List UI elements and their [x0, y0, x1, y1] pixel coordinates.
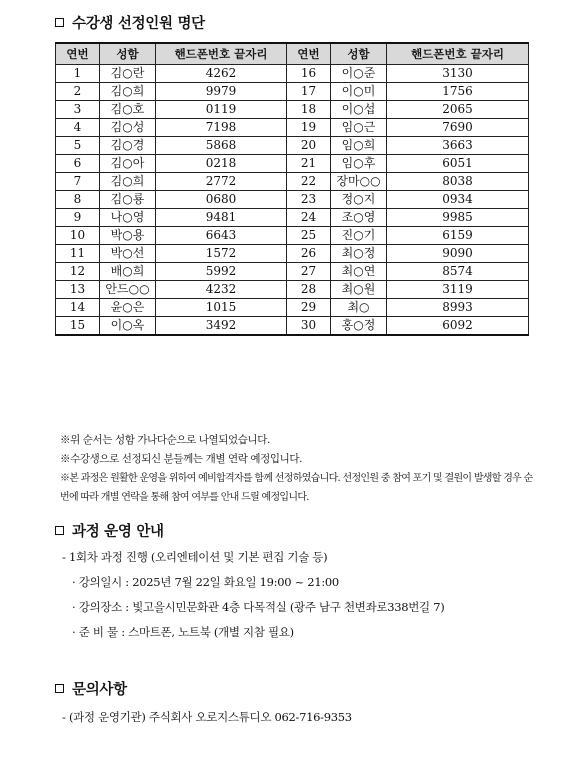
- table-row: [56, 137, 529, 155]
- cell-no: 12: [56, 263, 100, 281]
- cell-name: 조○영: [331, 209, 387, 227]
- cell-phone: 4262: [156, 65, 287, 83]
- cell-phone: 9985: [387, 209, 529, 227]
- cell-no: 1: [56, 65, 100, 83]
- cell-phone: 0680: [156, 191, 287, 209]
- table-row: [56, 317, 529, 336]
- cell-no: 2: [56, 83, 100, 101]
- cell-phone: 5868: [156, 137, 287, 155]
- cell-phone: 9979: [156, 83, 287, 101]
- cell-phone: 3130: [387, 65, 529, 83]
- header-no: 연번: [287, 43, 331, 65]
- table-row: [56, 299, 529, 317]
- cell-name: 박○용: [100, 227, 156, 245]
- checkbox-square-icon: [55, 684, 64, 693]
- table-row: [56, 227, 529, 245]
- cell-no: 10: [56, 227, 100, 245]
- cell-name: 김○희: [100, 173, 156, 191]
- cell-phone: 6159: [387, 227, 529, 245]
- cell-name: 최○: [331, 299, 387, 317]
- cell-phone: 9090: [387, 245, 529, 263]
- table-row: [56, 155, 529, 173]
- cell-no: 26: [287, 245, 331, 263]
- header-name: 성함: [100, 43, 156, 65]
- cell-name: 김○희: [100, 83, 156, 101]
- checkbox-square-icon: [55, 526, 64, 535]
- header-phone: 핸드폰번호 끝자리: [387, 43, 529, 65]
- cell-phone: 4232: [156, 281, 287, 299]
- cell-name: 장마○○: [331, 173, 387, 191]
- cell-name: 진○기: [331, 227, 387, 245]
- roster-section-title: 수강생 선정인원 명단: [55, 12, 205, 33]
- roster-table: [55, 42, 529, 336]
- cell-no: 27: [287, 263, 331, 281]
- note-line: ※본 과정은 원활한 운영을 위하여 예비합격자를 함께 선정하였습니다. 선정인원 중 참여 포기 및 결원이 발생할 경우 순번에 따라 개별 연락을 통해 참여 여부를 안내 드릴 예정입니다.: [60, 473, 533, 503]
- table-body: [56, 65, 529, 336]
- cell-phone: 9481: [156, 209, 287, 227]
- cell-phone: 7690: [387, 119, 529, 137]
- cell-no: 6: [56, 155, 100, 173]
- table-row: [56, 245, 529, 263]
- cell-name: 김○성: [100, 119, 156, 137]
- operation-line: - 1회차 과정 진행 (오리엔테이션 및 기본 편집 기술 등): [62, 550, 328, 564]
- cell-name: 김○경: [100, 137, 156, 155]
- table-row: [56, 83, 529, 101]
- header-phone: 핸드폰번호 끝자리: [156, 43, 287, 65]
- cell-no: 28: [287, 281, 331, 299]
- cell-name: 나○영: [100, 209, 156, 227]
- operation-place: · 강의장소 : 빛고을시민문화관 4층 다목적실 (광주 남구 천변좌로338번길 7): [72, 600, 445, 614]
- cell-phone: 8993: [387, 299, 529, 317]
- note-line: ※수강생으로 선정되신 분들께는 개별 연락 예정입니다.: [60, 453, 303, 465]
- cell-name: 이○옥: [100, 317, 156, 336]
- contact-section-title: 문의사항: [55, 678, 127, 699]
- note-line: ※위 순서는 성함 가나다순으로 나열되었습니다.: [60, 434, 270, 446]
- operation-section-title: 과정 운영 안내: [55, 520, 164, 541]
- cell-name: 박○선: [100, 245, 156, 263]
- table-row: [56, 281, 529, 299]
- cell-phone: 0934: [387, 191, 529, 209]
- cell-no: 8: [56, 191, 100, 209]
- cell-phone: 3119: [387, 281, 529, 299]
- cell-phone: 3492: [156, 317, 287, 336]
- cell-name: 최○정: [331, 245, 387, 263]
- cell-phone: 0119: [156, 101, 287, 119]
- cell-phone: 2065: [387, 101, 529, 119]
- cell-no: 21: [287, 155, 331, 173]
- cell-no: 18: [287, 101, 331, 119]
- cell-name: 김○아: [100, 155, 156, 173]
- cell-no: 11: [56, 245, 100, 263]
- cell-name: 김○호: [100, 101, 156, 119]
- cell-name: 안드○○: [100, 281, 156, 299]
- table-header-row: [56, 43, 529, 65]
- cell-name: 윤○은: [100, 299, 156, 317]
- cell-no: 22: [287, 173, 331, 191]
- cell-name: 배○희: [100, 263, 156, 281]
- cell-phone: 3663: [387, 137, 529, 155]
- cell-no: 23: [287, 191, 331, 209]
- checkbox-square-icon: [55, 18, 64, 27]
- cell-phone: 1756: [387, 83, 529, 101]
- contact-line: - (과정 운영기관) 주식회사 오로지스튜디오 062-716-9353: [62, 710, 352, 724]
- table-row: [56, 209, 529, 227]
- cell-no: 25: [287, 227, 331, 245]
- cell-no: 4: [56, 119, 100, 137]
- cell-phone: 8038: [387, 173, 529, 191]
- cell-name: 이○준: [331, 65, 387, 83]
- cell-name: 이○미: [331, 83, 387, 101]
- cell-phone: 0218: [156, 155, 287, 173]
- cell-phone: 7198: [156, 119, 287, 137]
- cell-no: 24: [287, 209, 331, 227]
- table-row: [56, 101, 529, 119]
- cell-phone: 6643: [156, 227, 287, 245]
- cell-no: 5: [56, 137, 100, 155]
- cell-phone: 8574: [387, 263, 529, 281]
- cell-no: 9: [56, 209, 100, 227]
- cell-no: 19: [287, 119, 331, 137]
- cell-no: 7: [56, 173, 100, 191]
- table-row: [56, 119, 529, 137]
- cell-name: 정○지: [331, 191, 387, 209]
- cell-no: 17: [287, 83, 331, 101]
- cell-name: 김○란: [100, 65, 156, 83]
- cell-no: 15: [56, 317, 100, 336]
- cell-phone: 1015: [156, 299, 287, 317]
- cell-name: 임○근: [331, 119, 387, 137]
- header-name: 성함: [331, 43, 387, 65]
- cell-phone: 1572: [156, 245, 287, 263]
- cell-no: 29: [287, 299, 331, 317]
- cell-no: 14: [56, 299, 100, 317]
- cell-phone: 2772: [156, 173, 287, 191]
- cell-phone: 5992: [156, 263, 287, 281]
- cell-name: 김○룡: [100, 191, 156, 209]
- cell-phone: 6051: [387, 155, 529, 173]
- cell-no: 30: [287, 317, 331, 336]
- operation-items: · 준 비 물 : 스마트폰, 노트북 (개별 지참 필요): [72, 625, 294, 639]
- cell-name: 최○원: [331, 281, 387, 299]
- table-row: [56, 191, 529, 209]
- cell-no: 3: [56, 101, 100, 119]
- cell-no: 20: [287, 137, 331, 155]
- cell-name: 임○후: [331, 155, 387, 173]
- cell-no: 13: [56, 281, 100, 299]
- notes-block: [60, 431, 540, 507]
- cell-no: 16: [287, 65, 331, 83]
- cell-name: 최○연: [331, 263, 387, 281]
- cell-name: 이○섭: [331, 101, 387, 119]
- table-row: [56, 173, 529, 191]
- cell-phone: 6092: [387, 317, 529, 336]
- table-row: [56, 263, 529, 281]
- cell-name: 임○희: [331, 137, 387, 155]
- operation-datetime: · 강의일시 : 2025년 7월 22일 화요일 19:00 ~ 21:00: [72, 575, 339, 589]
- header-no: 연번: [56, 43, 100, 65]
- table-row: [56, 65, 529, 83]
- cell-name: 홍○정: [331, 317, 387, 336]
